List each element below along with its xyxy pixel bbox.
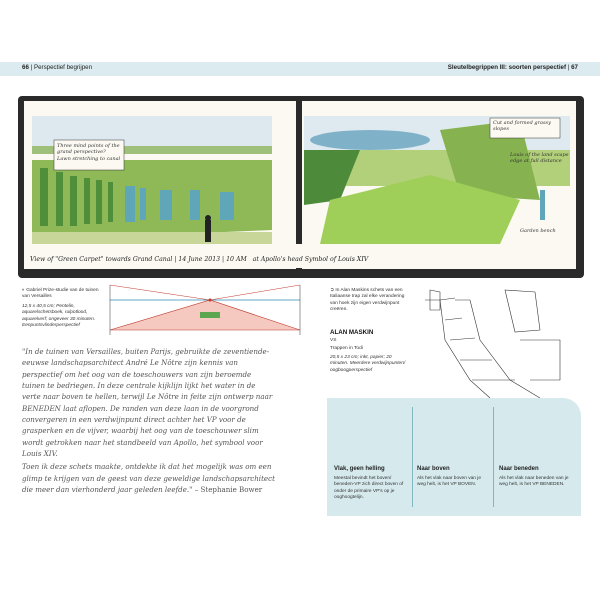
hedge-left (32, 160, 272, 240)
maskin-country: VS (330, 338, 337, 343)
sketch-note-right-top: Cut and formed grassy slopes (493, 120, 551, 133)
panel-title-flat: Vlak, geen helling (334, 466, 385, 472)
arrow-right-icon: ➲ (330, 288, 335, 293)
quote-block (22, 346, 276, 497)
left-page-number: 66 (22, 64, 29, 71)
camera-icon: ◐ (22, 288, 25, 293)
maskin-intro: ➲ In Alan Maskins schets van een Italiaanse trap zal elke verandering van hoek zijn eigen verdwijnpunt creëren. (330, 288, 405, 313)
panel-divider-2 (493, 407, 494, 507)
figure-head (205, 215, 211, 221)
right-page-title: Sleutelbegrippen III: soorten perspectief (447, 64, 567, 71)
right-page-number: 67 (571, 64, 578, 71)
panel-text-up: Als het vlak naar boven van je weg helt, is het VP BOVEN. (417, 476, 481, 488)
maskin-title: Trappen in Todi (330, 346, 363, 352)
ground-left (32, 232, 272, 246)
panel-text-flat: Meestal bevindt het boven/ beneden-VP zich direct boven of onder de primaire VP's op je ooghoogtelijn. (334, 476, 404, 501)
maskin-details: 20,5 x 23 cm; inkt, papier; 20 minuten. Meerdere verdwijnpunten/ oogboogperspectief (330, 354, 406, 373)
prizeman-credit: ◐ Gabriel Prize-studie van de tuinen van Versailles (22, 288, 99, 300)
sketch-note-right-bottom: Garden bench (520, 228, 556, 234)
figure (205, 220, 211, 242)
sketch-note-right-mid: Louis of the land scape edge at full distance (510, 152, 569, 165)
quote-attribution: – Stephanie Bower (192, 485, 263, 495)
prizeman-details: 12,5 x 40,5 cm; Pentelin, aquarelschetsboek, rulpotlood, aquarelverf; ongeveer 30 minuten. Eenpuntsvlinderperspectief (22, 303, 96, 329)
panel-divider-1 (412, 407, 413, 507)
panel-text-down: Als het vlak naar beneden van je weg helt, is het VP BENEDEN. (499, 476, 569, 488)
perspective-diagram (110, 285, 300, 335)
maskin-name: ALAN MASKIN (330, 329, 374, 336)
maskin-meta (330, 338, 410, 374)
sketch-caption: View of "Green Carpet" towards Grand Canal | 14 June 2013 | 10 AM at Apollo's head Symbol of Louis XIV (30, 256, 369, 263)
left-page-header: 66 | Perspectief begrijpen (22, 64, 93, 71)
sketch-note-left: Three mind points of the grand perspective? Lawn stretching to canal (57, 143, 121, 162)
right-page-header: Sleutelbegrippen III: soorten perspectief | 67 (447, 64, 578, 71)
left-page-title: Perspectief begrijpen (33, 64, 93, 71)
panel-title-up: Naar boven (417, 466, 450, 472)
quote-paragraph-2: Toen ik deze schets maakte, ontdekte ik dat het mogelijk was om een glimp te krijgen van de geest van deze geweldige landschapsarchitect die meer dan vierhonderd jaar geleden leefde." – Stephanie Bower (22, 462, 275, 495)
quote-paragraph-1: "In de tuinen van Versailles, buiten Parijs, gebruikte de zeventiende-eeuwse landschapsarchitect André Le Nôtre zijn kennis van perspectief om het oog van de toeschouwers van zijn beroemde tuinen te bedriegen. In deze centrale kijklijn lijkt het water in de verte naar boven te hellen, terwijl Le Nôtre in feite zijn ontwerp naar BENEDEN laat aflopen. De randen van deze laan in de voorgrond convergeren in een verdwijnpunt direct achter het VP voor de grasperken en de vijver, waarbij het oog van de toeschouwer slim wordt getrokken naar het standbeeld van Apollo, het symbool voor Louis XIV. (22, 347, 273, 459)
staircase-sketch (425, 290, 560, 398)
statue (540, 190, 545, 220)
panel-title-down: Naar beneden (499, 466, 539, 472)
prizeman-caption (22, 288, 102, 330)
canal-water (310, 130, 430, 150)
